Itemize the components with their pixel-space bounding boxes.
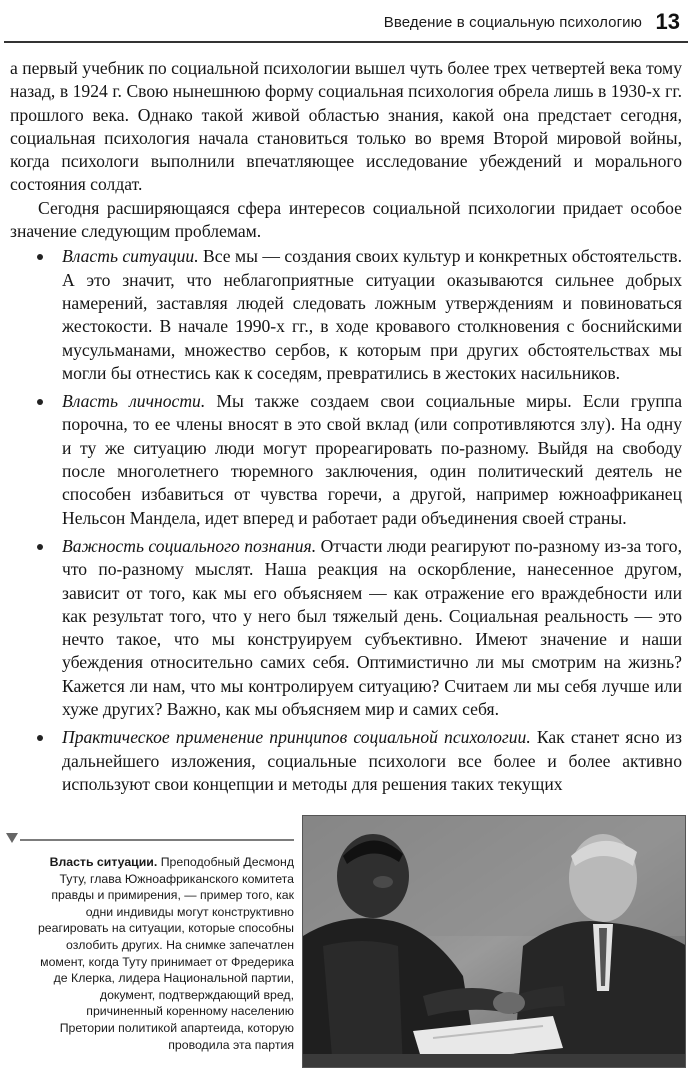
bullet-term: Практическое применение принципов социальной психологии. xyxy=(62,727,531,748)
running-head xyxy=(0,0,692,46)
running-head-title: Введение в социальную психологию xyxy=(383,14,642,31)
figure-caption xyxy=(6,842,294,1053)
bullet-term: Власть личности. xyxy=(62,391,206,412)
bullet-icon xyxy=(37,254,43,260)
caption-rule xyxy=(20,839,294,841)
bullet-term: Важность социального познания. xyxy=(62,535,317,556)
photo-tutu-de-klerk xyxy=(302,815,686,1068)
caption-arrow-icon xyxy=(6,833,18,843)
bullet-icon xyxy=(37,544,43,550)
bullet-text: Мы также создаем свои социальные миры. Если группа порочна, то ее члены вносят в это свой вклад (или сопротивляются злу). На одну и ту же ситуацию люди могут прореагировать по-разному. Выйдя на свободу после многолетнего тюремного заключения, один политический деятель не способен избавиться от чувства горечи, а другой, например южноафриканец Нельсон Мандела, идет вперед и работает ради объединения своей страны. xyxy=(62,391,683,528)
page-number: 13 xyxy=(655,9,680,34)
caption-text: Преподобный Десмонд Туту, глава Южноафриканского комитета правды и примирения, — пример того, как одни индивиды могут конструктивно реагировать на ситуации, которые способны озлобить других. На снимке запечатлен момент, когда Туту принимает от Фредерика де Клерка, лидера Национальной партии, документ, подтверждающий вред, причиненный коренному населению Претории политикой апартеида, которую проводила эта партия xyxy=(37,855,294,1052)
bullet-item-applications xyxy=(10,726,682,796)
paragraph-2: Сегодня расширяющаяся сфера интересов социальной психологии придает особое значение следующим проблемам. xyxy=(10,197,682,242)
bullet-icon xyxy=(37,399,43,405)
bullet-term: Власть ситуации. xyxy=(62,246,199,267)
bullet-icon xyxy=(37,735,43,741)
header-rule xyxy=(4,41,688,43)
bullet-item-person-power xyxy=(10,390,682,530)
bullet-item-situation-power xyxy=(10,245,682,385)
bullet-text: Все мы — создания своих культур и конкретных обстоятельств. А это значит, что неблагоприятные ситуации оказываются сильнее добрых намерений, заставляя людей следовать ложным утверждениям и повиноваться жестокости. В начале 1990-х гг., в ходе кровавого столкновения с боснийскими мусульманами, множество сербов, к которым при других обстоятельствах мы могли бы отнестись как к соседям, превратились в жестоких насильников. xyxy=(62,246,682,383)
bullet-text: Отчасти люди реагируют по-разному из-за того, что по-разному мыслят. Наша реакция на оскорбление, нанесенное другом, зависит от того, как мы его объясняем — как отражение его враждебности или как результат того, что у него был тяжелый день. Социальная реальность — это нечто такое, что мы конструируем субъективно. Имеют значение и наши убеждения относительно самих себя. Оптимистично ли мы смотрим на жизнь? Кажется ли нам, что мы контролируем ситуацию? Считаем ли мы себя лучше или хуже других? Важно, как мы объясняем мир и самих себя. xyxy=(62,535,683,720)
caption-title: Власть ситуации. xyxy=(49,855,158,869)
paragraph-1: а первый учебник по социальной психологии вышел чуть более трех четвертей века тому назад, в 1924 г. Свою нынешнюю форму социальная психология обрела лишь в 1930-х гг. прошлого века. Однако такой живой областью знания, какой она предстает сегодня, социальная психология начала становиться только во время Второй мировой войны, когда психологи выполнили впечатляющее исследование убеждений и морального состояния солдат. xyxy=(10,58,682,195)
bullet-item-social-cognition xyxy=(10,535,682,721)
main-text xyxy=(10,57,682,801)
bullet-list xyxy=(10,245,682,796)
bullet-text: Как станет ясно из дальнейшего изложения, социальные психологи все более и более активно используют свои концепции и методы для решения таких текущих xyxy=(62,727,682,794)
